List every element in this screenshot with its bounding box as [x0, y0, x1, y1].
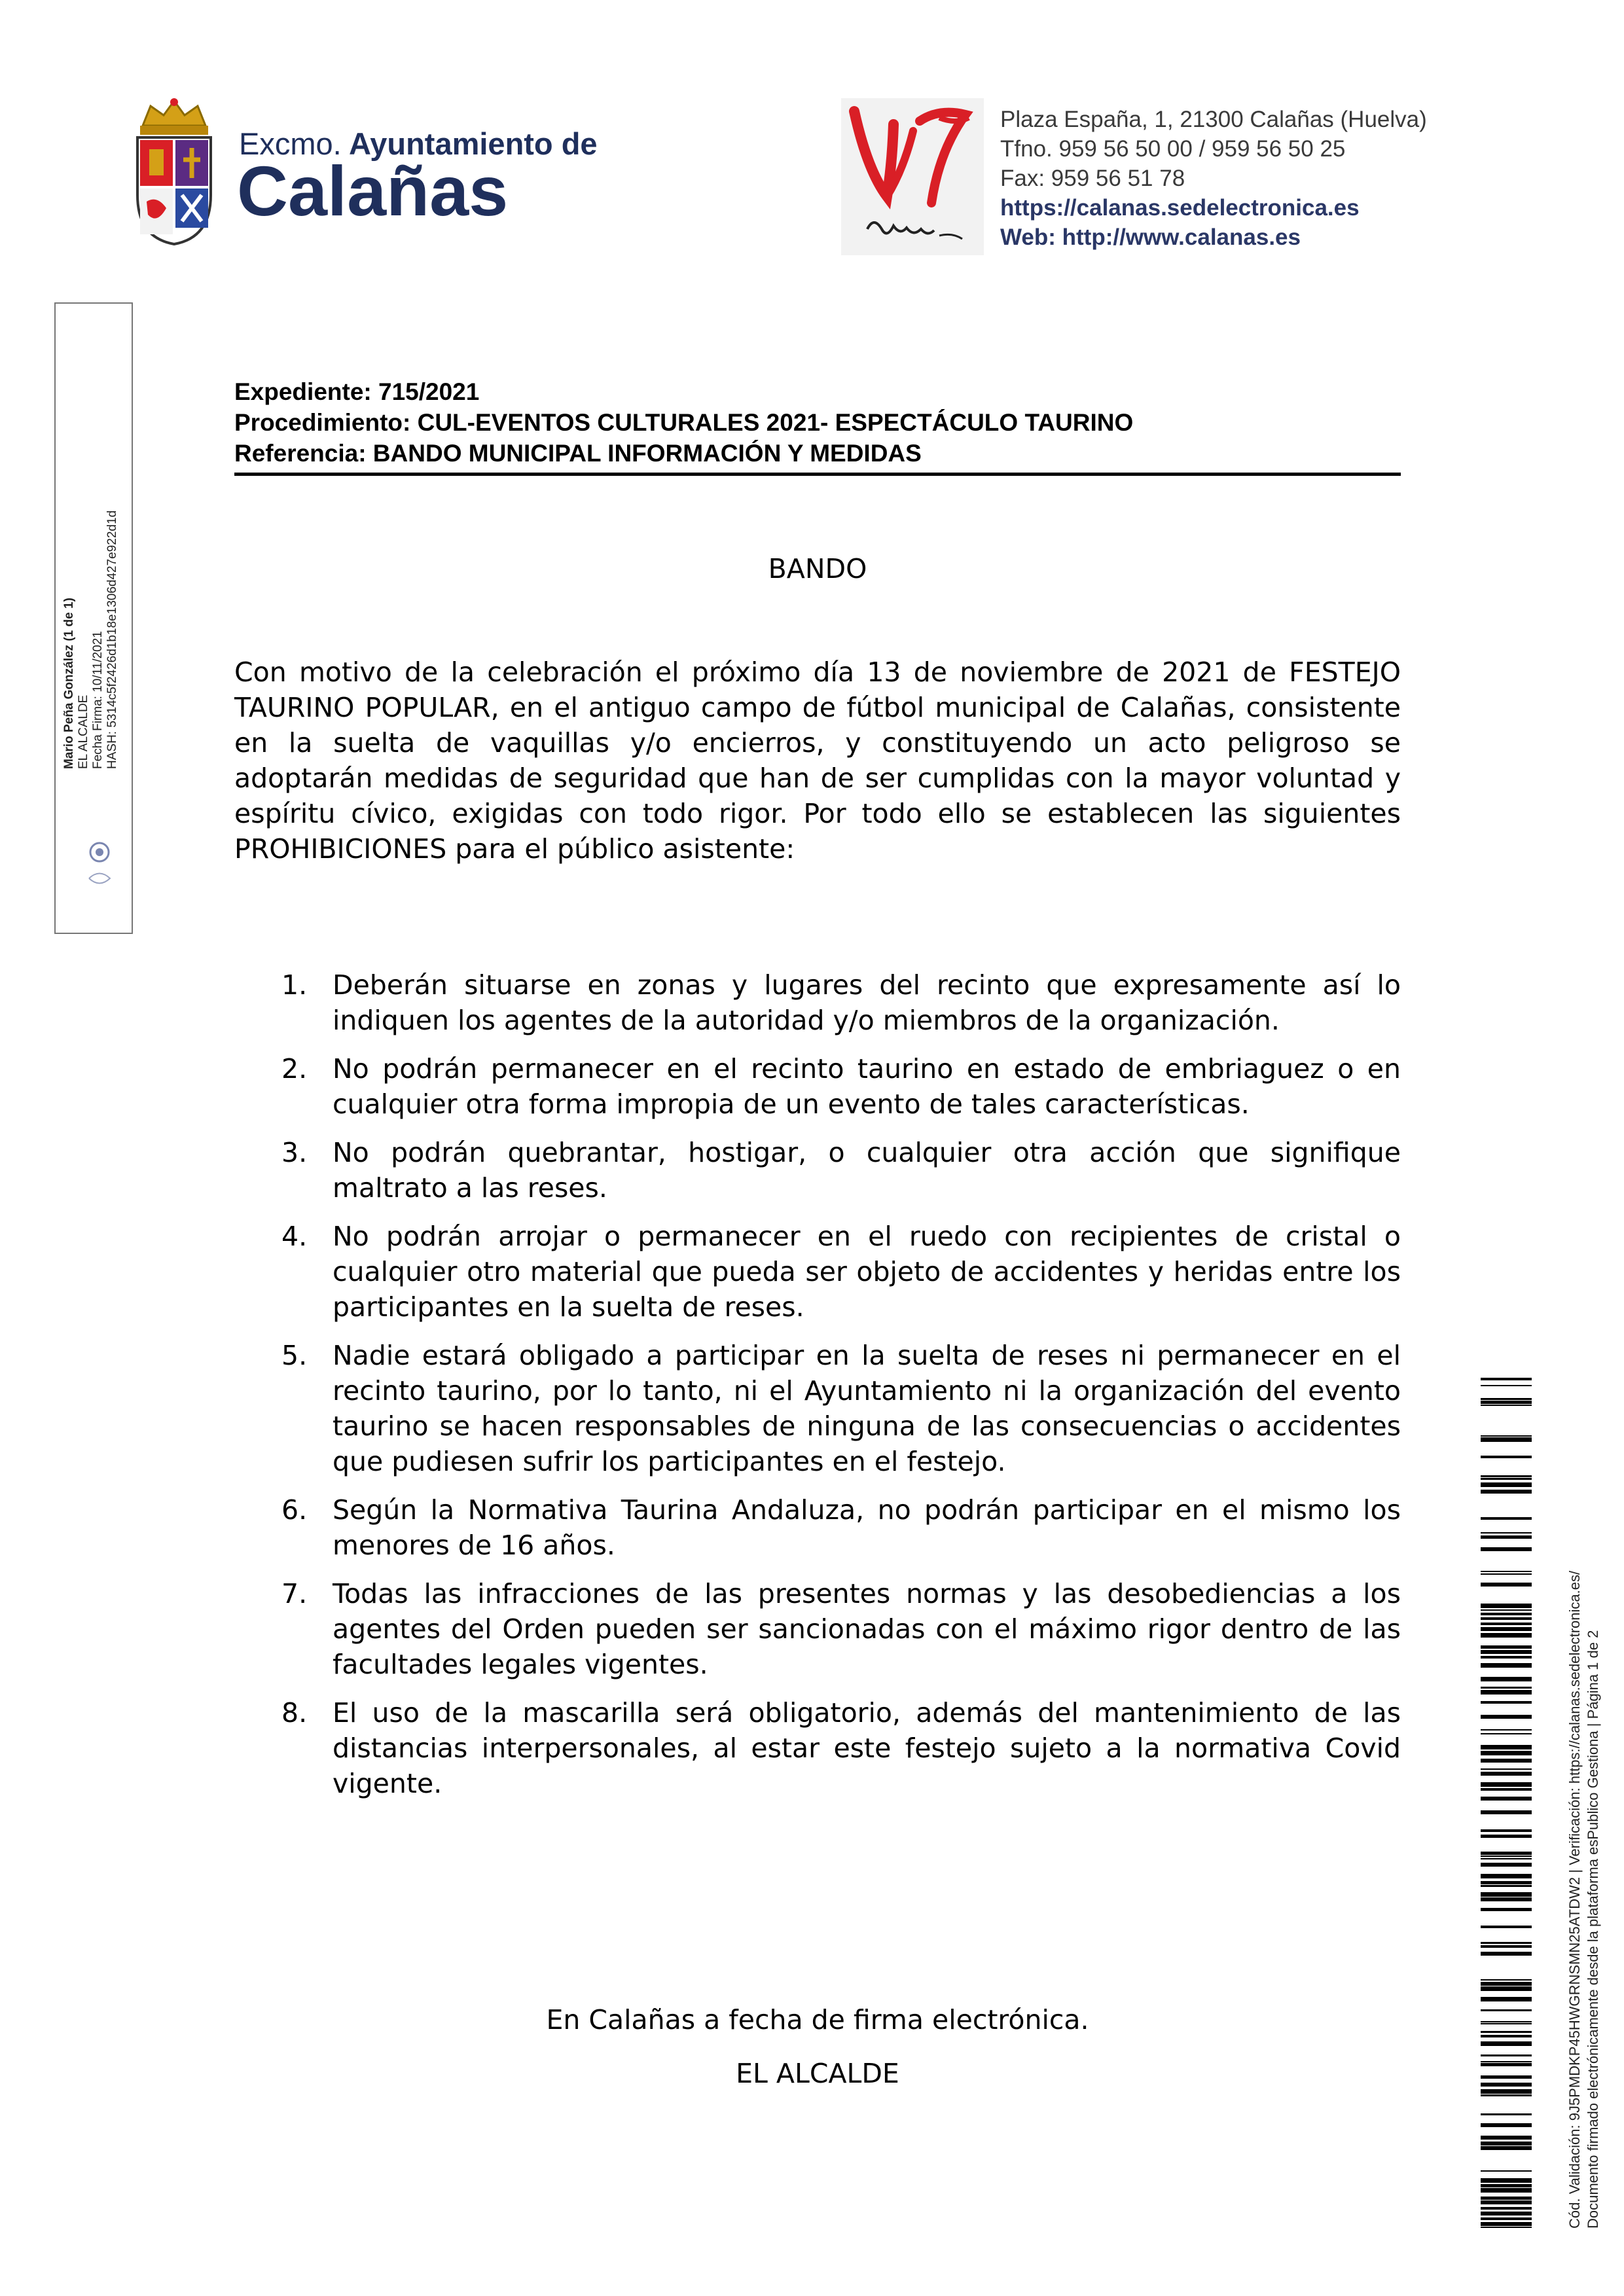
- signature-details: [62, 511, 120, 769]
- header-divider: [234, 473, 1401, 476]
- meta-referencia: Referencia: BANDO MUNICIPAL INFORMACIÓN Y MEDIDAS: [234, 440, 922, 467]
- contact-block: [1000, 105, 1427, 252]
- list-item: 2. No podrán permanecer en el recinto taurino en estado de embriaguez o en cualquier otra forma impropia de un evento de tales características.: [281, 1053, 1401, 1120]
- page-title: BANDO: [768, 553, 867, 584]
- signature-signer: Mario Peña González (1 de 1): [62, 598, 76, 769]
- org-name-line2: Calañas: [237, 151, 509, 230]
- list-item: 5. Nadie estará obligado a participar en la suelta de reses ni permanecer en el recinto taurino, por lo tanto, ni el Ayuntamiento ni la organización del evento taurino se hacen responsables de ninguna de las consecuencias o accidentes que pudiesen sufrir los participantes en el festejo.: [281, 1340, 1401, 1477]
- meta-procedimiento: Procedimiento: CUL-EVENTOS CULTURALES 2021- ESPECTÁCULO TAURINO: [234, 409, 1134, 436]
- org-name-line1: Excmo. Ayuntamiento de: [239, 126, 598, 161]
- list-item: 4. No podrán arrojar o permanecer en el ruedo con recipientes de cristal o cualquier otro material que pueda ser objeto de accidentes y heridas entre los participantes en la suelta de reses.: [281, 1221, 1401, 1323]
- contact-address: Plaza España, 1, 21300 Calañas (Huelva): [1000, 107, 1427, 132]
- closing-signature-title: EL ALCALDE: [736, 2058, 899, 2089]
- signature-stamp-icon: [84, 833, 115, 891]
- coat-of-arms-icon: [131, 97, 217, 247]
- calanas-logo-icon: [841, 98, 984, 255]
- list-item: 7. Todas las infracciones de las presentes normas y las desobediencias a los agentes del Orden pueden ser sancionadas con el máximo rigor dentro de las facultades legales vigentes.: [281, 1578, 1401, 1680]
- contact-sede-link[interactable]: https://calanas.sedelectronica.es: [1000, 195, 1360, 221]
- closing-block: [234, 1993, 1401, 2100]
- contact-phone: Tfno. 959 56 50 00 / 959 56 50 25: [1000, 136, 1346, 162]
- contact-fax: Fax: 959 56 51 78: [1000, 166, 1185, 191]
- signature-hash: HASH: 5314c5f2426d1b18e1306d427e922d1d: [105, 510, 119, 769]
- verification-text: [1566, 1571, 1602, 2229]
- list-item: 6. Según la Normativa Taurina Andaluza, no podrán participar en el mismo los menores de 16 años.: [281, 1494, 1401, 1561]
- prohibitions-list: [234, 967, 1401, 1814]
- verification-platform: Documento firmado electrónicamente desde la plataforma esPublico Gestiona | Página 1 de 2: [1585, 1630, 1601, 2229]
- list-item: 1. Deberán situarse en zonas y lugares del recinto que expresamente así lo indiquen los agentes de la autoridad y/o miembros de la organización.: [281, 969, 1401, 1036]
- list-item: 3. No podrán quebrantar, hostigar, o cualquier otra acción que signifique maltrato a las reses.: [281, 1137, 1401, 1204]
- list-item: 8. El uso de la mascarilla será obligatorio, además del mantenimiento de las distancias interpersonales, al estar este festejo sujeto a la normativa Covid vigente.: [281, 1697, 1401, 1799]
- verification-code: Cód. Validación: 9J5PMDKP45HWGRNSMN25ATDW2 | Verificación: https://calanas.sedelectronica.es/: [1566, 1570, 1583, 2229]
- intro-paragraph: Con motivo de la celebración el próximo día 13 de noviembre de 2021 de FESTEJO TAURINO POPULAR, en el antiguo campo de fútbol municipal de Calañas, consistente en la suelta de vaquillas y/o encierros, y constituyendo un acto peligroso se adoptarán medidas de seguridad que han de ser cumplidas con la mayor voluntad y espíritu cívico, exigidas con todo rigor. Por todo ello se establecen las siguientes PROHIBICIONES para el público asistente:: [234, 656, 1401, 865]
- barcode-icon: [1481, 1378, 1532, 2230]
- closing-place-date: En Calañas a fecha de firma electrónica.: [546, 2004, 1089, 2036]
- signature-role: EL ALCALDE: [77, 694, 90, 769]
- meta-expediente: Expediente: 715/2021: [234, 378, 480, 405]
- contact-web-link[interactable]: Web: http://www.calanas.es: [1000, 224, 1301, 250]
- document-meta: [234, 376, 1133, 469]
- signature-date: Fecha Firma: 10/11/2021: [91, 631, 105, 769]
